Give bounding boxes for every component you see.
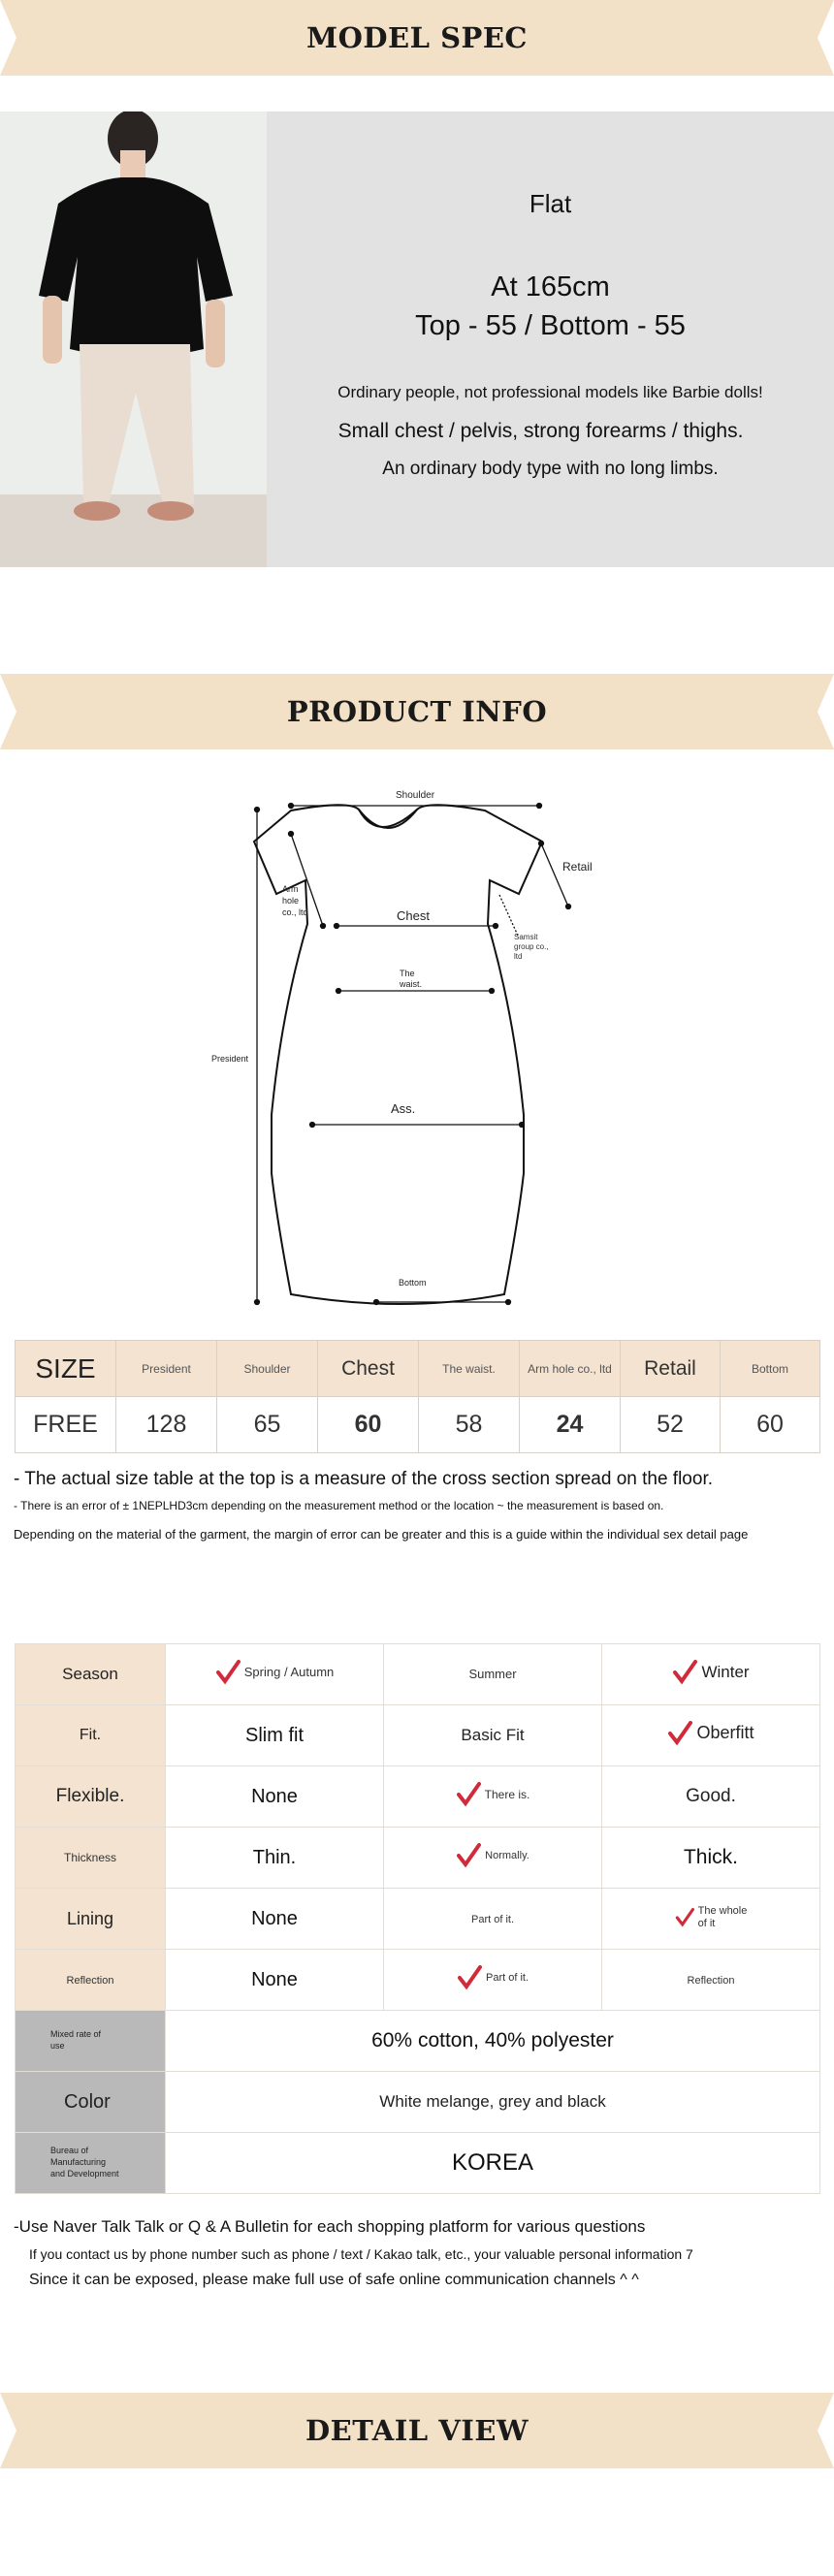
mixed-rate-value: 60% cotton, 40% polyester xyxy=(166,2011,820,2072)
garment-measurement-diagram xyxy=(194,790,601,1314)
waist-line-2: waist. xyxy=(400,979,423,989)
size-table xyxy=(15,1340,820,1453)
note-material: Depending on the material of the garment, the margin of error can be greater and this is a guide within the individual sex detail page xyxy=(14,1527,749,1542)
detail-view-banner xyxy=(0,2393,834,2468)
contact-note-2: If you contact us by phone number such as phone / text / Kakao talk, etc., your valuable personal information 7 xyxy=(29,2246,693,2262)
model-description-1: Ordinary people, not professional models like Barbie dolls! xyxy=(337,383,763,401)
fit-oberfitt: Oberfitt xyxy=(602,1705,820,1766)
color-value: White melange, grey and black xyxy=(166,2072,820,2133)
sleeve-line-3: ltd xyxy=(514,952,523,961)
check-icon xyxy=(667,1721,692,1746)
bureau-value: KOREA xyxy=(166,2133,820,2194)
bureau-label-line-2: Manufacturing xyxy=(50,2157,107,2167)
season-summer: Summer xyxy=(384,1644,602,1705)
contact-note-1: -Use Naver Talk Talk or Q & A Bulletin for each shopping platform for various questions xyxy=(14,2217,646,2236)
retail-header: Retail xyxy=(621,1341,721,1397)
color-row xyxy=(16,2072,820,2133)
check-icon xyxy=(215,1660,241,1685)
detail-view-title: DETAIL VIEW xyxy=(305,2414,529,2447)
fit-label: Fit. xyxy=(16,1705,166,1766)
bottom-value: 60 xyxy=(721,1397,820,1453)
model-size: Top - 55 / Bottom - 55 xyxy=(415,310,686,341)
thickness-label: Thickness xyxy=(16,1828,166,1889)
model-body-type: Flat xyxy=(529,189,572,218)
shoulder-label: Shoulder xyxy=(396,790,435,801)
flexible-there-is: There is. xyxy=(384,1766,602,1828)
check-icon xyxy=(675,1908,694,1927)
flexible-none: None xyxy=(166,1766,384,1828)
retail-value: 52 xyxy=(621,1397,721,1453)
ass-label: Ass. xyxy=(391,1101,416,1116)
waist-line-1: The xyxy=(400,969,415,978)
check-icon xyxy=(456,1782,481,1807)
retail-label: Retail xyxy=(562,860,593,874)
lining-part: Part of it. xyxy=(384,1889,602,1950)
mixed-rate-label-line-1: Mixed rate of xyxy=(50,2029,102,2039)
product-info-banner xyxy=(0,674,834,749)
bottom-label: Bottom xyxy=(399,1278,427,1288)
check-icon xyxy=(672,1660,697,1685)
chest-label: Chest xyxy=(397,908,430,923)
size-value: FREE xyxy=(16,1397,116,1453)
lining-none: None xyxy=(166,1889,384,1950)
fit-row xyxy=(16,1705,820,1766)
president-header: President xyxy=(116,1341,217,1397)
chest-value: 60 xyxy=(318,1397,419,1453)
product-info-title: PRODUCT INFO xyxy=(286,695,548,728)
model-spec-banner xyxy=(0,0,834,76)
waist-value: 58 xyxy=(419,1397,520,1453)
model-description-2: Small chest / pelvis, strong forearms / thighs. xyxy=(337,420,744,442)
flexible-good: Good. xyxy=(602,1766,820,1828)
fabric-info-table xyxy=(15,1643,820,2194)
arm-hole-line-1: Arm xyxy=(282,884,299,894)
thickness-normally: Normally. xyxy=(384,1828,602,1889)
season-label: Season xyxy=(16,1644,166,1705)
lining-whole xyxy=(602,1889,820,1950)
waist-header: The waist. xyxy=(419,1341,520,1397)
shoulder-header: Shoulder xyxy=(217,1341,318,1397)
reflection-row xyxy=(16,1950,820,2011)
shoulder-value: 65 xyxy=(217,1397,318,1453)
president-value: 128 xyxy=(116,1397,217,1453)
season-winter: Winter xyxy=(602,1644,820,1705)
note-error-margin: - There is an error of ± 1NEPLHD3cm depending on the measurement method or the location ~ the measurement is based on. xyxy=(14,1499,664,1512)
fit-basic: Basic Fit xyxy=(384,1705,602,1766)
model-spec-title: MODEL SPEC xyxy=(305,21,529,54)
mixed-rate-label xyxy=(16,2011,166,2072)
bureau-label-line-3: and Development xyxy=(50,2169,119,2178)
model-height: At 165cm xyxy=(491,271,610,302)
bottom-header: Bottom xyxy=(721,1341,820,1397)
size-table-header-row xyxy=(16,1341,820,1397)
model-description-3: An ordinary body type with no long limbs. xyxy=(382,459,719,479)
chest-header: Chest xyxy=(318,1341,419,1397)
check-icon xyxy=(457,1965,482,1990)
arm-hole-label xyxy=(282,883,308,918)
lining-row xyxy=(16,1889,820,1950)
mixed-rate-row xyxy=(16,2011,820,2072)
thickness-thick: Thick. xyxy=(602,1828,820,1889)
reflection-none: None xyxy=(166,1950,384,2011)
size-table-row xyxy=(16,1397,820,1453)
flexible-row xyxy=(16,1766,820,1828)
reflection-full: Reflection xyxy=(602,1950,820,2011)
sleeve-label xyxy=(514,933,549,962)
mixed-rate-label-line-2: use xyxy=(50,2041,65,2051)
model-spec-panel xyxy=(0,111,834,567)
thickness-row xyxy=(16,1828,820,1889)
note-cross-section: - The actual size table at the top is a measure of the cross section spread on the floor. xyxy=(14,1469,713,1489)
flexible-label: Flexible. xyxy=(16,1766,166,1828)
sleeve-line-2: group co., xyxy=(514,942,549,951)
lining-whole-line-1: The whole xyxy=(697,1905,748,1917)
bureau-row xyxy=(16,2133,820,2194)
lining-label: Lining xyxy=(16,1889,166,1950)
season-row xyxy=(16,1644,820,1705)
bureau-label-line-1: Bureau of xyxy=(50,2146,89,2155)
lining-whole-line-2: of it xyxy=(697,1918,716,1929)
waist-label xyxy=(400,969,422,990)
arm-hole-value: 24 xyxy=(520,1397,621,1453)
bureau-label xyxy=(16,2133,166,2194)
color-label: Color xyxy=(16,2072,166,2133)
arm-hole-line-2: hole xyxy=(282,896,300,906)
model-spec-text xyxy=(267,111,834,567)
reflection-part: Part of it. xyxy=(384,1950,602,2011)
sleeve-line-1: Samsit xyxy=(514,933,538,941)
check-icon xyxy=(456,1843,481,1868)
model-photo xyxy=(0,111,267,567)
thickness-thin: Thin. xyxy=(166,1828,384,1889)
season-spring-autumn: Spring / Autumn xyxy=(166,1644,384,1705)
arm-hole-header: Arm hole co., ltd xyxy=(520,1341,621,1397)
contact-note-3: Since it can be exposed, please make full use of safe online communication channels ^ ^ xyxy=(29,2272,639,2288)
president-label: President xyxy=(211,1054,249,1064)
arm-hole-line-3: co., ltd xyxy=(282,907,308,917)
size-header: SIZE xyxy=(16,1341,116,1397)
reflection-label: Reflection xyxy=(16,1950,166,2011)
fit-slim: Slim fit xyxy=(166,1705,384,1766)
